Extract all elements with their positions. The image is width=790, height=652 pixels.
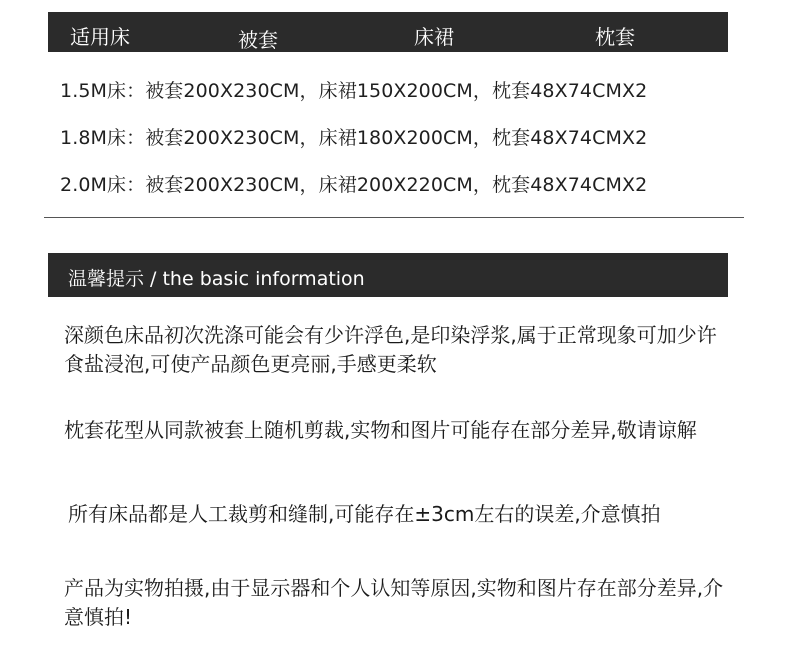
section-divider [44,217,744,218]
header-bed-skirt: 床裙 [414,25,454,49]
header-pillowcase: 枕套 [595,25,635,49]
notice-paragraph-photo-difference: 产品为实物拍摄,由于显示器和个人认知等原因,实物和图片存在部分差异,介意慎拍! [64,576,724,629]
notice-header [48,253,728,297]
notice-paragraph-pillow-pattern: 枕套花型从同款被套上随机剪裁,实物和图片可能存在部分差异,敬请谅解 [64,418,697,442]
size-spec-row-2-0m: 2.0M床：被套200X230CM，床裙200X220CM，枕套48X74CMX2 [60,174,648,196]
header-bed-size: 适用床 [70,25,130,49]
notice-paragraph-tolerance: 所有床品都是人工裁剪和缝制,可能存在±3cm左右的误差,介意慎拍 [68,502,661,526]
size-spec-row-1-5m: 1.5M床：被套200X230CM，床裙150X200CM，枕套48X74CMX2 [60,80,648,102]
size-spec-row-1-8m: 1.8M床：被套200X230CM，床裙180X200CM，枕套48X74CMX2 [60,127,648,149]
notice-title: 温馨提示 / the basic information [68,268,365,290]
size-table-header [48,12,728,52]
notice-paragraph-washing: 深颜色床品初次洗涤可能会有少许浮色,是印染浮浆,属于正常现象可加少许食盐浸泡,可使产品颜色更亮丽,手感更柔软 [64,323,717,376]
size-spec-list [60,78,760,219]
header-duvet-cover: 被套 [238,28,278,52]
